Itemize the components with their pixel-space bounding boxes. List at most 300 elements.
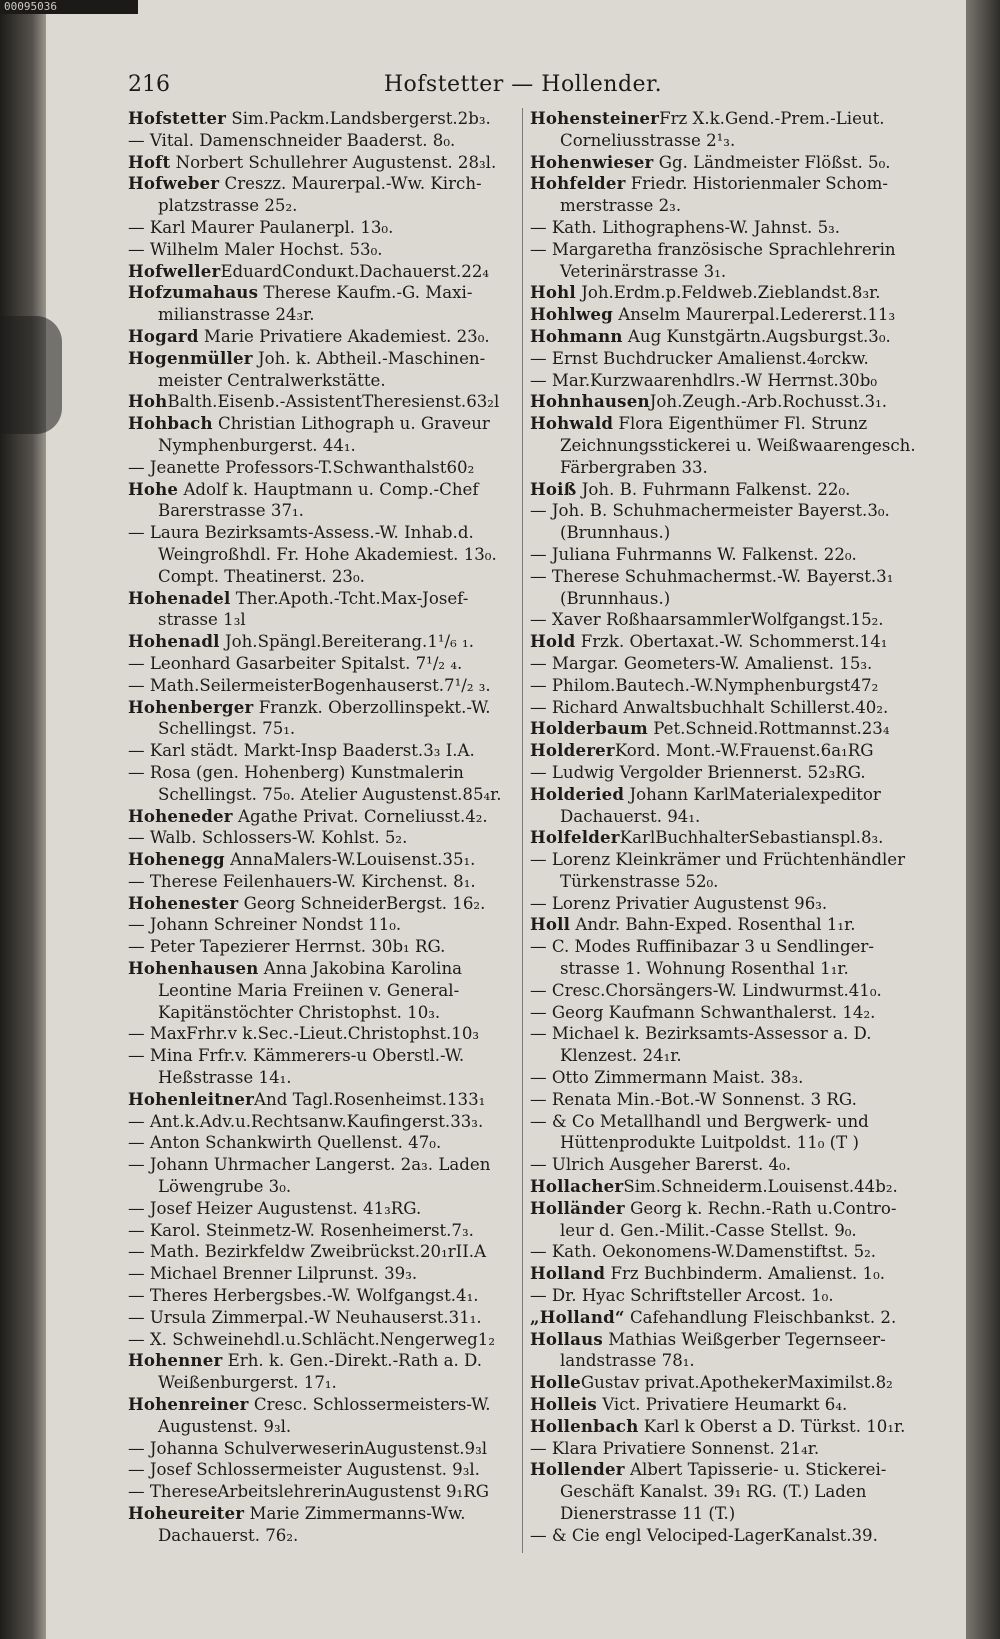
entry-text: Ther.Apoth.-Tcht.Max-Josef-	[230, 588, 469, 608]
directory-entry	[128, 762, 520, 784]
entry-text: Weingroßhdl. Fr. Hohe Akademiest. 13₀.	[158, 544, 497, 564]
directory-entry	[530, 413, 922, 435]
entry-text: Cafehandlung Fleischbankst. 2.	[624, 1307, 897, 1327]
entry-surname: Holl	[530, 914, 571, 935]
directory-entry	[530, 500, 922, 522]
entry-text: — Ursula Zimmerpal.-W Neuhauserst.31₁.	[128, 1307, 482, 1327]
entry-text: Dienerstrasse 11 (T.)	[560, 1504, 736, 1523]
directory-entry	[128, 827, 520, 849]
directory-entry	[128, 1459, 520, 1481]
entry-text: Zeichnungsstickerei u. Weißwaarengesch.	[560, 435, 916, 455]
directory-entry	[530, 740, 922, 762]
directory-entry	[128, 1285, 520, 1307]
entry-text: — Josef Heizer Augustenst. 41₃RG.	[128, 1198, 422, 1218]
directory-entry	[530, 588, 922, 610]
entry-surname: Hofstetter	[128, 108, 227, 128]
directory-entry	[530, 718, 922, 740]
directory-entry	[530, 1002, 922, 1024]
entry-text: And Tagl.Rosenheimst.133₁	[254, 1089, 486, 1109]
directory-entry	[530, 653, 922, 675]
entry-text: Compt. Theatinerst. 23₀.	[158, 566, 365, 586]
directory-entry	[530, 1111, 922, 1133]
entry-text: Barerstrasse 37₁.	[158, 501, 304, 521]
directory-entry	[128, 479, 520, 501]
entry-text: — Wilhelm Maler Hochst. 53₀.	[128, 239, 383, 259]
entry-text: — Therese Feilenhauers-W. Kirchenst. 8₁.	[128, 871, 476, 891]
entry-text: — Kath. Oekonomens-W.Damenstiftst. 5₂.	[530, 1242, 877, 1262]
entry-text: Leontine Maria Freiinen v. General-	[158, 980, 460, 1000]
entry-text: Veterinärstrasse 3₁.	[560, 261, 727, 281]
directory-entry	[128, 675, 520, 697]
directory-entry	[128, 1416, 520, 1438]
directory-entry	[128, 413, 520, 435]
column-divider	[522, 108, 523, 1553]
directory-entry	[128, 1067, 520, 1089]
directory-entry	[128, 326, 520, 348]
entry-text: — Math. Bezirkfeldw Zweibrückst.20₁rII.A	[128, 1242, 487, 1262]
entry-surname: Hohwald	[530, 413, 614, 434]
directory-entry	[530, 304, 922, 326]
entry-text: — Xaver RoßhaarsammlerWolfgangst.15₂.	[530, 610, 884, 630]
entry-text: — Ernst Buchdrucker Amalienst.4₀rckw.	[530, 348, 869, 368]
directory-entry	[530, 1307, 922, 1329]
entry-text: — Margar. Geometers-W. Amalienst. 15₃.	[530, 653, 873, 673]
directory-entry	[530, 1176, 922, 1198]
directory-entry	[128, 1372, 520, 1394]
directory-entry	[128, 261, 520, 283]
entry-text: — Karl städt. Markt-Insp Baaderst.3₃ I.A.	[128, 741, 475, 761]
entry-text: Pet.Schneid.Rottmannst.23₄	[647, 719, 890, 739]
entry-surname: Hoheneder	[128, 805, 233, 826]
directory-entry	[530, 544, 922, 566]
directory-entry	[128, 1438, 520, 1460]
entry-text: Augustenst. 9₃l.	[158, 1416, 292, 1436]
entry-text: merstrasse 2₃.	[560, 196, 682, 216]
entry-surname: Holländer	[530, 1197, 625, 1218]
directory-entry	[530, 479, 922, 501]
entry-text: Frzk. Obertaxat.-W. Schommerst.14₁	[575, 632, 888, 652]
directory-entry	[530, 1154, 922, 1176]
directory-entry	[530, 108, 922, 130]
entry-text: Geschäft Kanalst. 39₁ RG. (T.) Laden	[560, 1482, 867, 1502]
directory-entry	[530, 566, 922, 588]
entry-text: Georg SchneiderBergst. 16₂.	[238, 893, 486, 913]
entry-text: Creszz. Maurerpal.-Ww. Kirch-	[219, 174, 482, 194]
entry-text: Therese Kaufm.-G. Maxi-	[258, 283, 473, 303]
directory-entry	[530, 871, 922, 893]
entry-surname: Hohlweg	[530, 304, 613, 325]
entry-surname: Hohenreiner	[128, 1394, 249, 1415]
entry-text: — Ant.k.Adv.u.Rechtsanw.Kaufingerst.33₃.	[128, 1111, 484, 1131]
entry-text: Nymphenburgerst. 44₁.	[158, 435, 356, 455]
entry-text: — Joh. B. Schuhmachermeister Bayerst.3₀.	[530, 501, 890, 521]
entry-text: Georg k. Rechn.-Rath u.Contro-	[624, 1198, 897, 1218]
directory-entry	[128, 1481, 520, 1503]
directory-entry	[530, 1329, 922, 1351]
entry-text: Karl k Oberst a D. Türkst. 10₁r.	[638, 1416, 906, 1436]
directory-entry	[128, 806, 520, 828]
entry-text: — Math.SeilermeisterBogenhauserst.7¹/₂ ₃.	[128, 675, 491, 695]
directory-entry	[530, 152, 922, 174]
entry-text: Joh.Zeugh.-Arb.Rochusst.3₁.	[649, 392, 887, 412]
directory-entry	[530, 609, 922, 631]
directory-entry	[128, 195, 520, 217]
directory-entry	[530, 1067, 922, 1089]
entry-surname: Hohenwieser	[530, 151, 654, 172]
entry-text: Klenzest. 24₁r.	[560, 1046, 682, 1066]
directory-entry	[128, 108, 520, 130]
entry-text: — Laura Bezirksamts-Assess.-W. Inhab.d.	[128, 523, 474, 543]
entry-text: — Ulrich Ausgeher Barerst. 4₀.	[530, 1155, 791, 1175]
entry-text: leur d. Gen.-Milit.-Casse Stellst. 9₀.	[560, 1220, 857, 1240]
entry-text: — Ludwig Vergolder Briennerst. 52₃RG.	[530, 762, 866, 782]
entry-text: Gg. Ländmeister Flößst. 5₀.	[653, 152, 891, 172]
entry-surname: Hoheureiter	[128, 1503, 245, 1523]
directory-entry	[530, 762, 922, 784]
entry-text: — MaxFrhr.v k.Sec.-Lieut.Christophst.10₃	[128, 1024, 480, 1044]
directory-entry	[128, 697, 520, 719]
directory-entry	[530, 217, 922, 239]
directory-entry	[530, 1372, 922, 1394]
entry-surname: Hofzumahaus	[128, 282, 259, 303]
entry-surname: Hohenleitner	[128, 1088, 255, 1109]
entry-text: Joh. k. Abtheil.-Maschinen-	[252, 348, 486, 368]
entry-text: Vict. Privatiere Heumarkt 6₄.	[596, 1395, 848, 1415]
clip-shadow	[0, 316, 62, 434]
entry-surname: Hollacher	[530, 1176, 624, 1197]
directory-entry	[128, 173, 520, 195]
entry-text: Frz X.k.Gend.-Prem.-Lieut.	[659, 109, 885, 128]
entry-text: Adolf k. Hauptmann u. Comp.-Chef	[178, 479, 479, 499]
directory-entry	[128, 980, 520, 1002]
entry-surname: Hohensteiner	[530, 108, 660, 128]
corner-stamp: 00095036	[0, 0, 138, 14]
directory-entry	[530, 391, 922, 413]
directory-entry	[128, 152, 520, 174]
entry-text: Aug Kunstgärtn.Augsburgst.3₀.	[622, 326, 891, 346]
entry-text: Christian Lithograph u. Graveur	[212, 414, 490, 434]
directory-entry	[530, 282, 922, 304]
directory-entry	[530, 958, 922, 980]
entry-text: — TheresеArbeitslehrerinAugustenst 9₁RG	[128, 1482, 489, 1502]
directory-entry	[530, 1198, 922, 1220]
directory-entry	[128, 348, 520, 370]
directory-entry	[128, 500, 520, 522]
entry-text: Dachauerst. 76₂.	[158, 1525, 299, 1545]
entry-text: — & Cie engl Velociped-LagerKanalst.39.	[530, 1525, 878, 1545]
entry-surname: Hohbach	[128, 413, 213, 434]
entry-surname: Hohenberger	[128, 696, 254, 717]
entry-text: Johann KarlMaterialexpeditor	[624, 784, 881, 804]
entry-text: strasse 1. Wohnung Rosenthal 1₁r.	[560, 959, 849, 979]
directory-entry	[128, 1132, 520, 1154]
directory-entry	[128, 914, 520, 936]
directory-entry	[530, 675, 922, 697]
directory-entry	[530, 348, 922, 370]
entry-text: Sim.Packm.Landsbergerst.2b₃.	[226, 109, 491, 128]
directory-entry	[128, 740, 520, 762]
entry-text: Agathe Privat. Corneliusst.4₂.	[232, 806, 488, 826]
entry-text: — Theres Herbergsbes.-W. Wolfgangst.4₁.	[128, 1286, 479, 1306]
entry-text: — Vital. Damenschneider Baaderst. 8₀.	[128, 130, 456, 150]
entry-surname: Holland	[530, 1263, 606, 1284]
entry-surname: Hohl	[530, 282, 576, 303]
directory-entry	[128, 130, 520, 152]
entry-surname: Hohnhausen	[530, 391, 650, 412]
entry-text: — Rosa (gen. Hohenberg) Kunstmalerin	[128, 762, 464, 782]
entry-text: Flora Eigenthümer Fl. Strunz	[613, 414, 868, 434]
directory-entry	[128, 1023, 520, 1045]
directory-entry	[530, 1023, 922, 1045]
directory-entry	[128, 370, 520, 392]
directory-entry	[530, 936, 922, 958]
directory-entry	[530, 1416, 922, 1438]
directory-entry	[530, 631, 922, 653]
entry-text: — Renata Min.-Bot.-W Sonnenst. 3 RG.	[530, 1089, 857, 1109]
entry-text: — Georg Kaufmann Schwanthalerst. 14₂.	[530, 1002, 876, 1022]
entry-text: — & Co Metallhandl und Bergwerk- und	[530, 1111, 869, 1131]
entry-text: Löwengrube 3₀.	[158, 1177, 292, 1197]
directory-entry	[128, 457, 520, 479]
entry-text: EduardConduкt.Dachauerst.22₄	[220, 261, 490, 281]
directory-entry	[530, 326, 922, 348]
directory-entry	[128, 849, 520, 871]
entry-surname: Holderied	[530, 783, 625, 804]
entry-text: — Mar.Kurzwaarenhdlrs.-W Herrnst.30b₀	[530, 370, 878, 390]
directory-entry	[128, 522, 520, 544]
directory-entry	[530, 1285, 922, 1307]
directory-entry	[128, 958, 520, 980]
directory-entry	[530, 239, 922, 261]
directory-entry	[530, 849, 922, 871]
directory-entry	[530, 195, 922, 217]
directory-entry	[128, 1241, 520, 1263]
directory-entry	[128, 239, 520, 261]
directory-entry	[128, 936, 520, 958]
entry-text: Hüttenprodukte Luitpoldst. 11₀ (T )	[560, 1133, 859, 1153]
directory-entry	[530, 1481, 922, 1503]
entry-surname: Holderer	[530, 740, 615, 761]
directory-entry	[530, 1394, 922, 1416]
entry-text: (Brunnhaus.)	[560, 588, 671, 608]
directory-entry	[128, 1503, 520, 1525]
entry-text: — Margaretha französische Sprachlehrerin	[530, 239, 896, 259]
entry-surname: Hohenegg	[128, 849, 225, 870]
directory-entry	[128, 1525, 520, 1547]
entry-text: — Johanna SchulverweserinAugustenst.9₃l	[128, 1438, 488, 1458]
directory-entry	[128, 1307, 520, 1329]
entry-text: Heßstrasse 14₁.	[158, 1068, 292, 1088]
entry-surname: Hogenmüller	[128, 347, 253, 368]
entry-text: platzstrasse 25₂.	[158, 196, 298, 216]
entry-text: Schellingst. 75₀. Atelier Augustenst.85₄r.	[158, 784, 502, 804]
entry-text: — Jeanette Professors-T.Schwanthalst60₂	[128, 457, 475, 477]
directory-entry	[530, 914, 922, 936]
entry-surname: Hohfelder	[530, 173, 626, 194]
entry-text: — Karl Maurer Paulanerpl. 13₀.	[128, 217, 394, 237]
entry-text: KarlBuchhalterSebastianspl.8₃.	[619, 828, 884, 848]
directory-entry	[128, 784, 520, 806]
entry-text: Gustav privat.ApothekerMaximilst.8₂	[580, 1373, 893, 1393]
entry-text: Kapitänstöchter Christophst. 10₃.	[158, 1002, 441, 1022]
directory-entry	[530, 1263, 922, 1285]
directory-entry	[530, 806, 922, 828]
entry-text: Andr. Bahn-Exped. Rosenthal 1₁r.	[570, 915, 856, 935]
directory-entry	[530, 784, 922, 806]
entry-surname: Hohe	[128, 478, 179, 499]
entry-text: — Kath. Lithographens-W. Jahnst. 5₃.	[530, 217, 841, 237]
entry-text: — Leonhard Gasarbeiter Spitalst. 7¹/₂ ₄.	[128, 653, 463, 673]
running-title: Hofstetter — Hollender.	[383, 72, 663, 97]
entry-surname: Holfelder	[530, 827, 620, 848]
directory-entry	[128, 566, 520, 588]
directory-entry	[128, 435, 520, 457]
entry-surname: Hohenner	[128, 1350, 223, 1371]
entry-text: — Philom.Bautech.-W.Nymphenburgst47₂	[530, 675, 879, 695]
page-number: 216	[128, 72, 170, 97]
entry-surname: Hofweller	[128, 260, 221, 281]
directory-entry	[530, 522, 922, 544]
directory-entry	[128, 304, 520, 326]
page-header	[128, 72, 918, 102]
entry-surname: Hohenester	[128, 892, 239, 913]
entry-surname: „Holland“	[530, 1306, 625, 1327]
entry-text: — Michael k. Bezirksamts-Assessor a. D.	[530, 1024, 872, 1044]
directory-entry	[530, 370, 922, 392]
directory-entry	[530, 1525, 922, 1547]
entry-text: meister Centralwerkstätte.	[158, 370, 386, 390]
entry-text: — Peter Tapezierer Herrnst. 30b₁ RG.	[128, 937, 446, 957]
entry-surname: Holderbaum	[530, 718, 648, 739]
entry-text: strasse 1₃l	[158, 610, 246, 630]
directory-entry	[530, 1241, 922, 1263]
entry-text: Dachauerst. 94₁.	[560, 806, 701, 826]
directory-entry	[530, 1438, 922, 1460]
entry-text: — Dr. Hyac Schriftsteller Arcost. 1₀.	[530, 1286, 834, 1306]
entry-text: Corneliusstrasse 2¹₃.	[560, 130, 736, 150]
directory-entry	[530, 1089, 922, 1111]
entry-text: — Mina Frfr.v. Kämmerers-u Oberstl.-W.	[128, 1046, 465, 1066]
entry-surname: Holle	[530, 1372, 581, 1393]
entry-text: Färbergraben 33.	[560, 457, 708, 477]
entry-text: Türkenstrasse 52₀.	[560, 871, 719, 891]
directory-entry	[128, 391, 520, 413]
entry-text: Franzk. Oberzollinspekt.-W.	[253, 697, 491, 717]
entry-text: — Johann Schreiner Nondst 11₀.	[128, 915, 402, 935]
entry-text: — X. Schweinehdl.u.Schlächt.Nengerweg1₂	[128, 1329, 495, 1349]
entry-text: — Klara Privatiere Sonnenst. 21₄r.	[530, 1438, 820, 1458]
directory-entry	[530, 1045, 922, 1067]
directory-entry	[128, 282, 520, 304]
entry-text: Cresc. Schlossermeisters-W.	[248, 1395, 491, 1415]
entry-surname: Hollaus	[530, 1328, 603, 1349]
entry-surname: Hofweber	[128, 173, 220, 194]
entry-text: Kord. Mont.-W.Frauenst.6a₁RG	[614, 741, 874, 761]
entry-text: Sim.Schneiderm.Louisenst.44b₂.	[623, 1177, 898, 1197]
entry-text: Balth.Eisenb.-AssistentTheresienst.63₂l	[167, 392, 500, 412]
entry-surname: Hohenadel	[128, 587, 231, 608]
entry-surname: Hohenhausen	[128, 958, 259, 979]
directory-entry	[128, 609, 520, 631]
entry-text: Marie Zimmermanns-Ww.	[244, 1504, 466, 1523]
entry-text: — Lorenz Privatier Augustenst 96₃.	[530, 893, 828, 913]
directory-entry	[530, 457, 922, 479]
directory-entry	[128, 1350, 520, 1372]
entry-text: Joh. B. Fuhrmann Falkenst. 22₀.	[576, 479, 851, 499]
right-column	[530, 108, 922, 1547]
entry-text: — Anton Schankwirth Quellenst. 47₀.	[128, 1133, 442, 1153]
directory-entry	[128, 1329, 520, 1351]
entry-text: Mathias Weißgerber Tegernseer-	[602, 1329, 886, 1349]
directory-entry	[128, 1263, 520, 1285]
entry-text: Norbert Schullehrer Augustenst. 28₃l.	[170, 152, 497, 172]
entry-text: Joh.Spängl.Bereiterang.1¹/₆ ₁.	[219, 632, 474, 652]
entry-text: — Juliana Fuhrmanns W. Falkenst. 22₀.	[530, 544, 857, 564]
entry-text: Frz Buchbinderm. Amalienst. 1₀.	[605, 1264, 886, 1284]
directory-entry	[128, 1111, 520, 1133]
entry-text: milianstrasse 24₃r.	[158, 305, 315, 325]
directory-entry	[530, 827, 922, 849]
entry-surname: Hoft	[128, 151, 171, 172]
entry-text: Erh. k. Gen.-Direkt.-Rath a. D.	[222, 1351, 483, 1371]
entry-text: — Walb. Schlossers-W. Kohlst. 5₂.	[128, 828, 408, 848]
entry-text: — Therese Schuhmachermst.-W. Bayerst.3₁	[530, 566, 894, 586]
entry-text: Marie Privatiere Akademiest. 23₀.	[198, 326, 490, 346]
directory-entry	[530, 893, 922, 915]
entry-surname: Hollenbach	[530, 1415, 639, 1436]
directory-entry	[530, 1350, 922, 1372]
directory-entry	[128, 1045, 520, 1067]
directory-entry	[128, 1394, 520, 1416]
entry-surname: Hold	[530, 631, 576, 652]
entry-surname: Hollender	[530, 1459, 625, 1480]
entry-surname: Hoiß	[530, 478, 577, 499]
directory-entry	[530, 261, 922, 283]
entry-text: Anna Jakobina Karolina	[258, 959, 463, 979]
directory-entry	[530, 1132, 922, 1154]
directory-entry	[530, 1503, 922, 1525]
entry-text: — Karol. Steinmetz-W. Rosenheimerst.7₃.	[128, 1220, 474, 1240]
entry-text: Friedr. Historienmaler Schom-	[625, 174, 888, 194]
directory-entry	[530, 130, 922, 152]
entry-text: Weißenburgerst. 17₁.	[158, 1373, 337, 1393]
entry-text: landstrasse 78₁.	[560, 1351, 695, 1371]
entry-text: — Richard Anwaltsbuchhalt Schillerst.40₂.	[530, 697, 889, 717]
entry-text: — C. Modes Ruffinibazar 3 u Sendlinger-	[530, 937, 874, 957]
entry-surname: Hoh	[128, 391, 168, 412]
directory-entry	[128, 893, 520, 915]
directory-entry	[128, 544, 520, 566]
entry-text: — Josef Schlossermeister Augustenst. 9₃l.	[128, 1460, 480, 1480]
directory-entry	[530, 1459, 922, 1481]
directory-entry	[530, 697, 922, 719]
entry-text: Albert Tapisserie- u. Stickerei-	[624, 1460, 887, 1480]
entry-surname: Hohmann	[530, 325, 623, 346]
directory-entry	[128, 631, 520, 653]
entry-text: Joh.Erdm.p.Feldweb.Zieblandst.8₃r.	[575, 283, 881, 303]
directory-entry	[128, 217, 520, 239]
directory-entry	[128, 1002, 520, 1024]
entry-text: (Brunnhaus.)	[560, 523, 671, 543]
entry-text: — Otto Zimmermann Maist. 38₃.	[530, 1068, 804, 1088]
entry-surname: Holleis	[530, 1394, 597, 1415]
directory-entry	[530, 980, 922, 1002]
entry-text: — Johann Uhrmacher Langerst. 2a₃. Laden	[128, 1155, 491, 1175]
directory-entry	[530, 173, 922, 195]
next-page-edge	[966, 0, 1000, 1639]
directory-entry	[530, 1220, 922, 1242]
entry-surname: Hohenadl	[128, 631, 220, 652]
